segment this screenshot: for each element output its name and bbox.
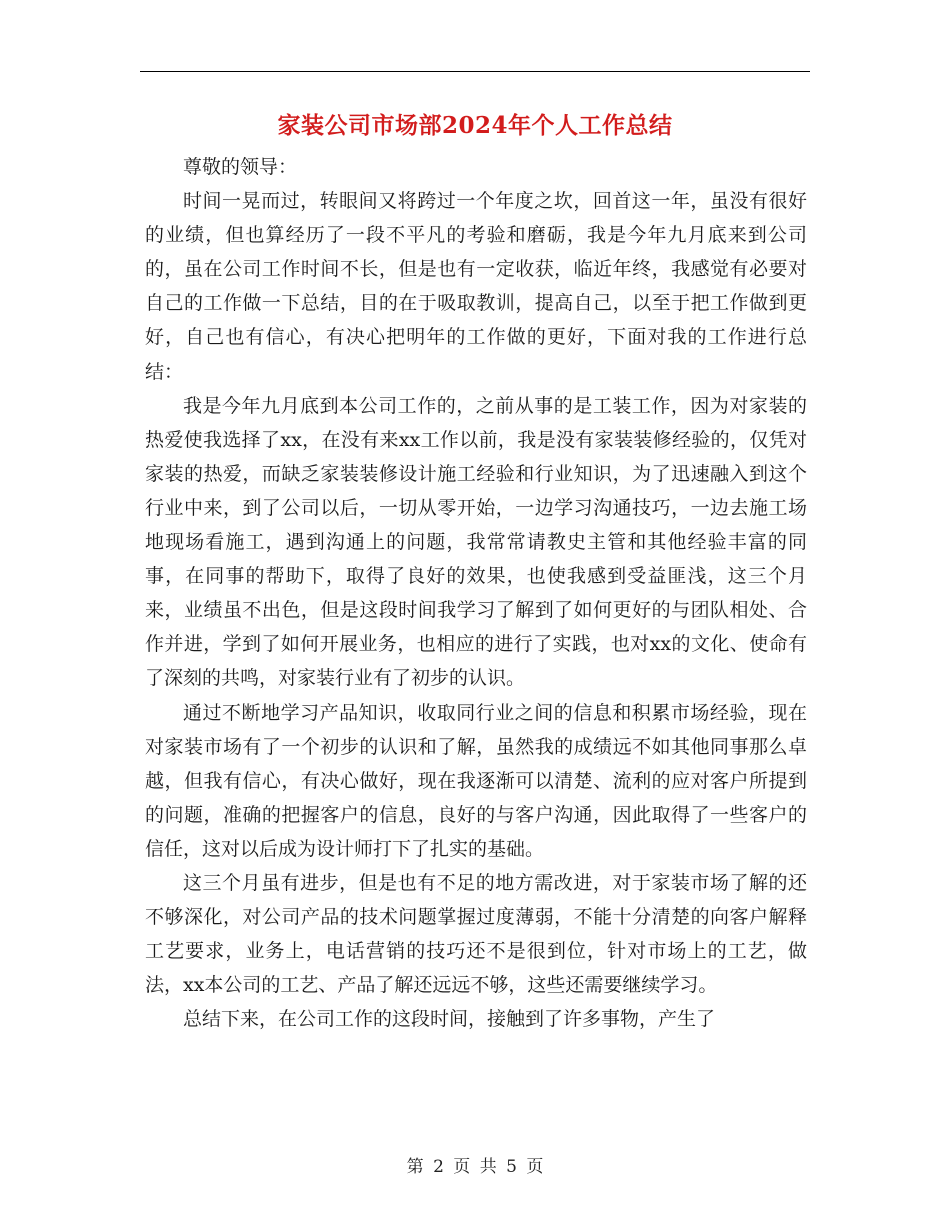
paragraph-2: 我是今年九月底到本公司工作的，之前从事的是工装工作，因为对家装的热爱使我选择了xx，在没有来xx工作以前，我是没有家装装修经验的，仅凭对家装的热爱，而缺乏家装装修设计施工经验和行业知识，为了迅速融入到这个行业中来，到了公司以后，一切从零开始，一边学习沟通技巧，一边去施工场地现场看施工，遇到沟通上的问题，我常常请教史主管和其他经验丰富的同事，在同事的帮助下，取得了良好的效果，也使我感到受益匪浅，这三个月来，业绩虽不出色，但是这段时间我学习了解到了如何更好的与团队相处、合作并进，学到了如何开展业务，也相应的进行了实践，也对xx的文化、使命有了深刻的共鸣，对家装行业有了初步的认识。 xyxy=(145,394,807,690)
paragraph-4: 这三个月虽有进步，但是也有不足的地方需改进，对于家装市场了解的还不够深化，对公司产品的技术问题掌握过度薄弱，不能十分清楚的向客户解释工艺要求，业务上，电话营销的技巧还不是很到位，针对市场上的工艺，做法，xx本公司的工艺、产品了解还远远不够，这些还需要继续学习。 xyxy=(145,871,807,997)
paragraph-5: 总结下来，在公司工作的这段时间，接触到了许多事物，产生了 xyxy=(183,1008,716,1031)
document-title: 家装公司市场部2024年个人工作总结 xyxy=(277,112,673,139)
document-body xyxy=(145,150,807,1036)
paragraph-3: 通过不断地学习产品知识，收取同行业之间的信息和积累市场经验，现在对家装市场有了一个初步的认识和了解，虽然我的成绩远不如其他同事那么卓越，但我有信心，有决心做好，现在我逐渐可以清楚、流利的应对客户所提到的问题，准确的把握客户的信息，良好的与客户沟通，因此取得了一些客户的信任，这对以后成为设计师打下了扎实的基础。 xyxy=(145,701,807,860)
salutation: 尊敬的领导： xyxy=(183,156,298,178)
paragraph-1: 时间一晃而过，转眼间又将跨过一个年度之坎，回首这一年，虽没有很好的业绩，但也算经历了一段不平凡的考验和磨砺，我是今年九月底来到公司的，虽在公司工作时间不长，但是也有一定收获，临近年终，我感觉有必要对自己的工作做一下总结，目的在于吸取教训，提高自己，以至于把工作做到更好，自己也有信心，有决心把明年的工作做的更好，下面对我的工作进行总结： xyxy=(145,190,807,383)
page-number: 第 2 页 共 5 页 xyxy=(406,1157,544,1177)
header-rule xyxy=(140,71,810,72)
